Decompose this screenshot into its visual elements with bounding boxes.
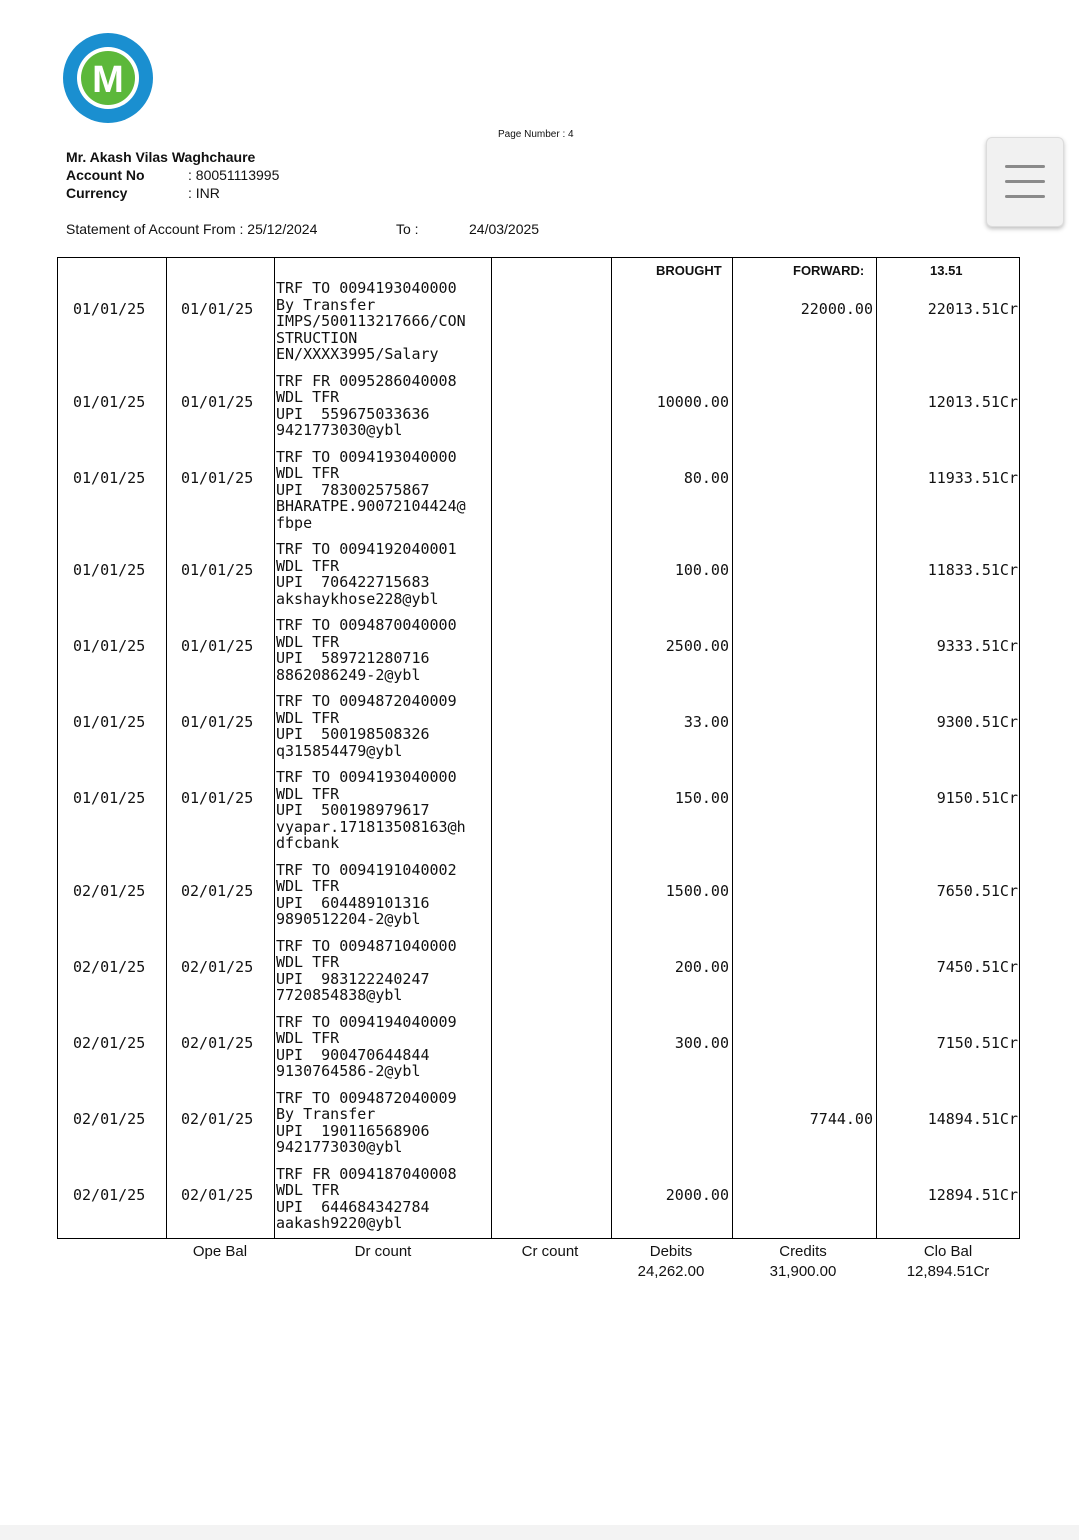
- transaction-row: [58, 280, 1019, 363]
- transaction-description: TRF TO 0094191040002 WDL TFR UPI 604489101316 9890512204-2@ybl: [276, 860, 457, 928]
- menu-icon-bar: [1005, 180, 1045, 183]
- clo-bal-label: Clo Bal: [923, 1243, 973, 1260]
- transaction-credit: 7744.00: [809, 1109, 873, 1128]
- transaction-description: TRF TO 0094872040009 WDL TFR UPI 500198508326 q315854479@ybl: [276, 692, 457, 760]
- transaction-credit: 22000.00: [800, 300, 873, 318]
- account-number-row: [66, 166, 279, 184]
- menu-icon-bar: [1005, 165, 1045, 168]
- transaction-description: TRF TO 0094870040000 WDL TFR UPI 589721280716 8862086249-2@ybl: [276, 616, 457, 684]
- transaction-description: TRF FR 0095286040008 WDL TFR UPI 559675033636 9421773030@ybl: [276, 371, 457, 439]
- transaction-date: 02/01/25: [73, 957, 146, 976]
- forward-label: FORWARD:: [793, 263, 865, 278]
- transaction-value-date: 02/01/25: [181, 881, 254, 900]
- statement-period-to-date: 24/03/2025: [469, 221, 540, 237]
- bottom-bar: [0, 1525, 1079, 1540]
- transaction-row: [58, 862, 1019, 928]
- transaction-row: [58, 449, 1019, 532]
- transaction-balance: 12013.51Cr: [927, 392, 1018, 411]
- transaction-row: [58, 373, 1019, 439]
- menu-button[interactable]: [986, 137, 1064, 227]
- transaction-date: 01/01/25: [73, 637, 146, 655]
- transaction-balance: 11933.51Cr: [927, 468, 1018, 487]
- transaction-row: [58, 938, 1019, 1004]
- credits-total: 31,900.00: [769, 1263, 837, 1280]
- currency-label: Currency: [66, 185, 128, 201]
- clo-bal-total: 12,894.51Cr: [906, 1263, 990, 1280]
- transaction-debit: 2500.00: [665, 637, 729, 655]
- transaction-value-date: 01/01/25: [181, 789, 254, 807]
- transaction-value-date: 02/01/25: [181, 957, 254, 976]
- transaction-value-date: 01/01/25: [181, 713, 254, 731]
- account-number-value: : 80051113995: [188, 167, 280, 183]
- transaction-row: [58, 617, 1019, 683]
- transaction-balance: 7450.51Cr: [936, 957, 1018, 976]
- transaction-row: [58, 541, 1019, 607]
- credits-label: Credits: [779, 1243, 827, 1260]
- transaction-row: [58, 1014, 1019, 1080]
- transaction-date: 01/01/25: [73, 392, 146, 411]
- transaction-debit: 33.00: [683, 713, 729, 731]
- ope-bal-label: Ope Bal: [192, 1243, 248, 1260]
- transaction-description: TRF TO 0094872040009 By Transfer UPI 190116568906 9421773030@ybl: [276, 1088, 457, 1156]
- transaction-date: 02/01/25: [73, 1185, 146, 1204]
- transaction-row: [58, 1090, 1019, 1156]
- transaction-balance: 14894.51Cr: [927, 1109, 1018, 1128]
- transaction-description: TRF TO 0094193040000 WDL TFR UPI 500198979617 vyapar.171813508163@h dfcbank: [276, 768, 466, 852]
- transaction-value-date: 01/01/25: [181, 468, 254, 487]
- transaction-balance: 11833.51Cr: [927, 561, 1018, 579]
- transaction-debit: 80.00: [683, 468, 729, 487]
- menu-icon-bar: [1005, 195, 1045, 198]
- transaction-date: 02/01/25: [73, 1109, 146, 1128]
- transaction-balance: 7650.51Cr: [936, 881, 1018, 900]
- transaction-balance: 9150.51Cr: [936, 789, 1018, 807]
- transaction-description: TRF TO 0094193040000 WDL TFR UPI 783002575867 BHARATPE.90072104424@ fbpe: [276, 447, 466, 532]
- transaction-debit: 300.00: [674, 1033, 729, 1052]
- transaction-date: 01/01/25: [73, 300, 146, 318]
- transaction-description: TRF TO 0094194040009 WDL TFR UPI 900470644844 9130764586-2@ybl: [276, 1012, 457, 1080]
- account-number-label: Account No: [66, 167, 145, 183]
- bank-logo: [62, 32, 154, 124]
- transaction-value-date: 01/01/25: [181, 300, 254, 318]
- transaction-balance: 9333.51Cr: [936, 637, 1018, 655]
- transaction-balance: 7150.51Cr: [936, 1033, 1018, 1052]
- statement-period-to-label: To :: [396, 221, 419, 237]
- brought-forward-amount: 13.51: [930, 263, 963, 278]
- transaction-date: 02/01/25: [73, 881, 146, 900]
- transaction-value-date: 02/01/25: [181, 1185, 254, 1204]
- debits-label: Debits: [649, 1243, 693, 1260]
- transaction-debit: 10000.00: [656, 392, 729, 411]
- transaction-debit: 1500.00: [665, 881, 729, 900]
- transaction-row: [58, 769, 1019, 852]
- account-holder-name: Mr. Akash Vilas Waghchaure: [66, 149, 256, 165]
- transaction-description: TRF FR 0094187040008 WDL TFR UPI 644684342784 aakash9220@ybl: [276, 1164, 457, 1232]
- transaction-row: [58, 693, 1019, 759]
- page-number: Page Number : 4: [498, 129, 574, 140]
- transaction-description: TRF TO 0094192040001 WDL TFR UPI 706422715683 akshaykhose228@ybl: [276, 540, 457, 608]
- transaction-date: 01/01/25: [73, 713, 146, 731]
- statement-period-from: Statement of Account From : 25/12/2024: [66, 221, 318, 237]
- transaction-value-date: 02/01/25: [181, 1109, 254, 1128]
- transaction-value-date: 01/01/25: [181, 637, 254, 655]
- transaction-debit: 150.00: [674, 789, 729, 807]
- dr-count-label: Dr count: [354, 1243, 412, 1260]
- transaction-debit: 200.00: [674, 957, 729, 976]
- transaction-date: 02/01/25: [73, 1033, 146, 1052]
- transaction-debit: 2000.00: [665, 1185, 729, 1204]
- brought-label: BROUGHT: [656, 263, 722, 278]
- transactions-table: [57, 257, 1020, 1239]
- transaction-debit: 100.00: [674, 561, 729, 579]
- transaction-value-date: 02/01/25: [181, 1033, 254, 1052]
- transaction-row: [58, 1166, 1019, 1232]
- transaction-date: 01/01/25: [73, 468, 146, 487]
- debits-total: 24,262.00: [637, 1263, 705, 1280]
- cr-count-label: Cr count: [521, 1243, 579, 1260]
- transaction-date: 01/01/25: [73, 561, 146, 579]
- logo-letter: M: [92, 59, 124, 101]
- currency-value: : INR: [188, 185, 220, 201]
- transaction-value-date: 01/01/25: [181, 561, 254, 579]
- transaction-value-date: 01/01/25: [181, 392, 254, 411]
- transaction-balance: 22013.51Cr: [927, 300, 1018, 318]
- transaction-description: TRF TO 0094871040000 WDL TFR UPI 983122240247 7720854838@ybl: [276, 936, 457, 1004]
- transaction-balance: 12894.51Cr: [927, 1185, 1018, 1204]
- transaction-date: 01/01/25: [73, 789, 146, 807]
- currency-row: [66, 184, 220, 202]
- transaction-balance: 9300.51Cr: [936, 713, 1018, 731]
- transaction-description: TRF TO 0094193040000 By Transfer IMPS/500113217666/CON STRUCTION EN/XXXX3995/Salary: [276, 279, 466, 363]
